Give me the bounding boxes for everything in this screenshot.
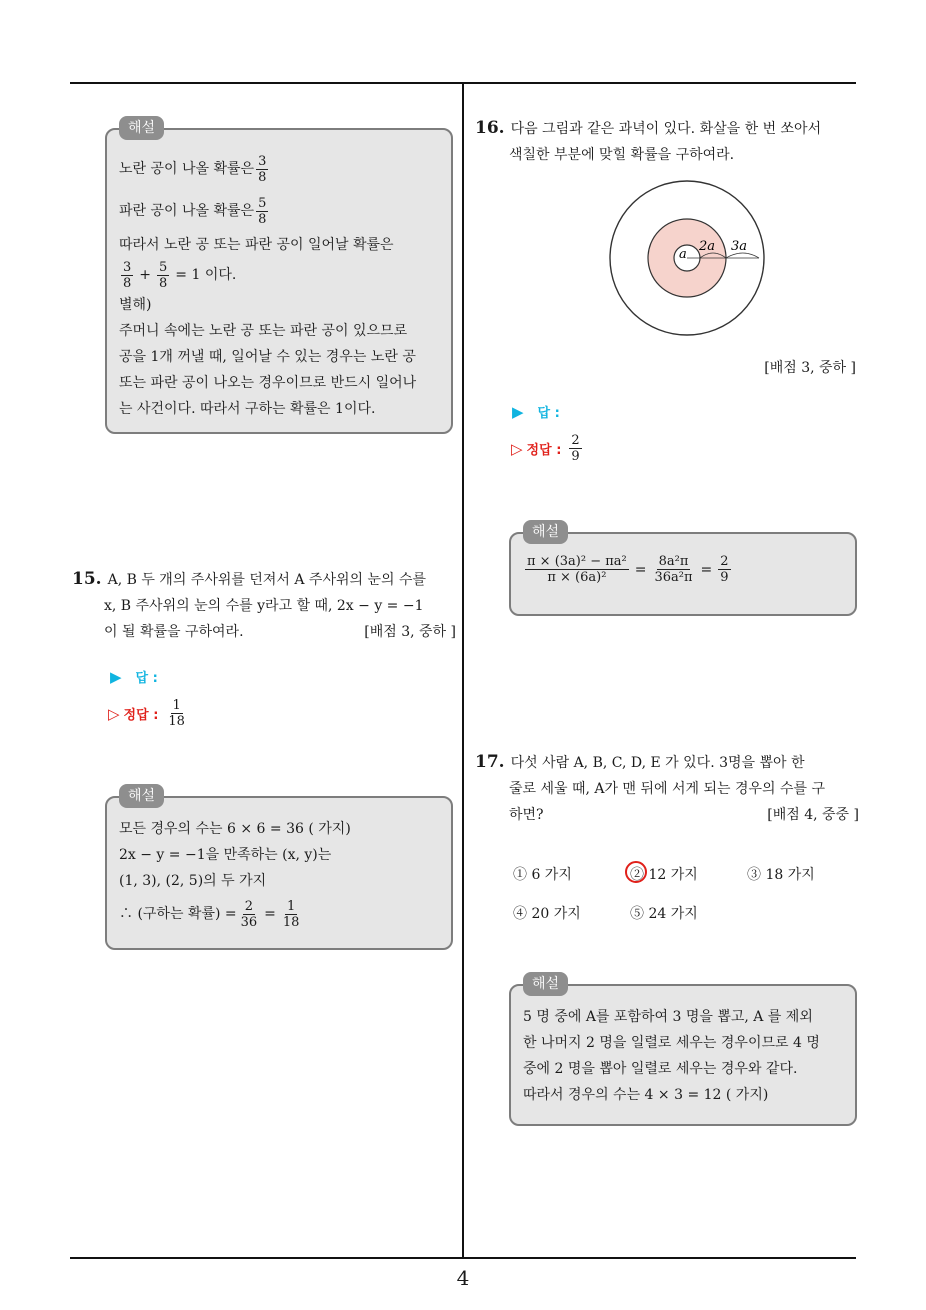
explanation-box-17 <box>509 976 857 1126</box>
fraction: $\frac{3}{8}$ <box>258 153 267 185</box>
text-line: 중에 2 명을 뽑아 일렬로 세우는 경우와 같다. <box>523 1061 798 1077</box>
question-17 <box>475 749 859 828</box>
fraction: $\frac{2}{9}$ <box>720 554 729 585</box>
text-line: 모든 경우의 수는 6 × 6 = 36 ( 가지) <box>119 821 351 837</box>
answer-label: 답 : <box>135 671 158 686</box>
text-line: (1, 3), (2, 5)의 두 가지 <box>119 873 267 889</box>
question-line: x, B 주사위의 눈의 수를 y라고 할 때, 2x − y = −1 <box>104 598 424 614</box>
fraction: $\frac{5}{8}$ <box>258 195 267 227</box>
option-2[interactable]: ② 12 가지 <box>630 867 698 883</box>
fraction: $\frac{2}{9}$ <box>571 433 580 464</box>
plus-sign: + <box>139 267 152 283</box>
text-line: 2x − y = −1을 만족하는 (x, y)는 <box>119 847 332 863</box>
text-line: 한 나머지 2 명을 일렬로 세우는 경우이므로 4 명 <box>523 1035 820 1051</box>
explanation-tag: 해설 <box>523 972 568 996</box>
score-meta-16: [배점 3, 중하 ] <box>764 360 856 376</box>
text-line: 또는 파란 공이 나오는 경우이므로 반드시 일어나 <box>119 375 417 391</box>
fraction: $\frac{\text{8a²π}}{\text{36a²π}}$ <box>654 554 693 585</box>
question-line: 15. A, B 두 개의 주사위를 던져서 A 주사위의 눈의 수를 <box>72 569 427 589</box>
question-15 <box>72 566 456 645</box>
option-4[interactable]: ④ 20 가지 <box>513 906 581 922</box>
fraction: $\frac{3}{8}$ <box>123 259 132 291</box>
question-number: 16. <box>475 118 505 138</box>
text-line: = 1 이다. <box>175 267 237 283</box>
label-3a: 3a <box>731 239 748 254</box>
option-5[interactable]: ⑤ 24 가지 <box>630 906 698 922</box>
bottom-rule <box>70 1257 856 1259</box>
explanation-box-15 <box>105 788 453 950</box>
correct-label: 정답 : <box>526 443 562 458</box>
play-icon: ▶ <box>512 403 524 421</box>
explanation-line <box>119 148 439 190</box>
explanation-tag: 해설 <box>119 116 164 140</box>
outline-play-icon: ▷ <box>511 439 523 458</box>
fraction: $\frac{1}{18}$ <box>168 698 185 729</box>
fraction: $\frac{5}{8}$ <box>159 259 168 291</box>
text-line: 파란 공이 나올 확률은 <box>119 203 255 219</box>
text-line: 별해) <box>119 297 152 313</box>
column-divider <box>462 83 464 1258</box>
score-meta: [배점 4, 중중 ] <box>767 807 859 823</box>
target-figure <box>607 178 767 338</box>
text-line: 노란 공이 나올 확률은 <box>119 161 255 177</box>
question-16 <box>475 115 859 168</box>
equation-line: ∴ (구하는 확률) = $\frac{2}{36}$ = $\frac{1}{18}$ <box>119 898 300 930</box>
text-line: 5 명 중에 A를 포함하여 3 명을 뽑고, A 를 제외 <box>523 1009 813 1025</box>
text-line: 따라서 경우의 수는 4 × 3 = 12 ( 가지) <box>523 1087 769 1103</box>
text-line: 따라서 노란 공 또는 파란 공이 일어날 확률은 <box>119 237 394 253</box>
answer-line-16 <box>512 402 560 421</box>
label-a: a <box>679 247 687 262</box>
option-3[interactable]: ③ 18 가지 <box>747 867 815 883</box>
question-line: 하면? [배점 4, 중중 ] <box>475 802 859 828</box>
text-line: 공을 1개 꺼낼 때, 일어날 수 있는 경우는 노란 공 <box>119 349 416 365</box>
selected-answer-circle <box>625 861 647 883</box>
text-line: 는 사건이다. 따라서 구하는 확률은 1이다. <box>119 401 376 417</box>
question-line: 줄로 세울 때, A가 맨 뒤에 서게 되는 경우의 수를 구 <box>509 781 826 797</box>
explanation-line <box>119 190 439 232</box>
correct-label: 정답 : <box>123 708 159 723</box>
explanation-box-16 <box>509 524 857 616</box>
question-number: 17. <box>475 752 505 772</box>
question-line: 이 될 확률을 구하여라. [배점 3, 중하 ] <box>72 619 456 645</box>
fraction: $\frac{1}{18}$ <box>282 898 300 930</box>
explanation-tag: 해설 <box>119 784 164 808</box>
score-meta: [배점 3, 중하 ] <box>364 624 456 640</box>
page-number: 4 <box>456 1266 470 1290</box>
text-line: 주머니 속에는 노란 공 또는 파란 공이 있으므로 <box>119 323 408 339</box>
play-icon: ▶ <box>110 668 122 686</box>
option-1[interactable]: ① 6 가지 <box>513 867 572 883</box>
explanation-tag: 해설 <box>523 520 568 544</box>
question-line: 17. 다섯 사람 A, B, C, D, E 가 있다. 3명을 뽑아 한 <box>475 752 805 772</box>
answer-label: 답 : <box>537 406 560 421</box>
equation-line <box>119 258 439 292</box>
correct-answer-15 <box>108 698 189 729</box>
question-line: 색칠한 부분에 맞힐 확률을 구하여라. <box>509 147 735 163</box>
label-2a: 2a <box>699 239 716 254</box>
outline-play-icon: ▷ <box>108 704 120 723</box>
question-line: 16. 다음 그림과 같은 과녁이 있다. 화살을 한 번 쏘아서 <box>475 118 822 138</box>
equation-line: $\frac{\text{π × (3a)² − πa²}}{\text{π × (6a)²}}$ = $\frac{\text{8a²π}}{\text{36a²π}}$ = $\frac{2}{9}$ <box>527 554 729 585</box>
correct-answer-16 <box>511 433 584 464</box>
answer-line-15 <box>110 667 158 686</box>
fraction: $\frac{\text{π × (3a)² − πa²}}{\text{π × (6a)²}}$ <box>527 554 627 585</box>
fraction: $\frac{2}{36}$ <box>240 898 258 930</box>
explanation-box-14 <box>105 120 453 434</box>
question-number: 15. <box>72 569 102 589</box>
